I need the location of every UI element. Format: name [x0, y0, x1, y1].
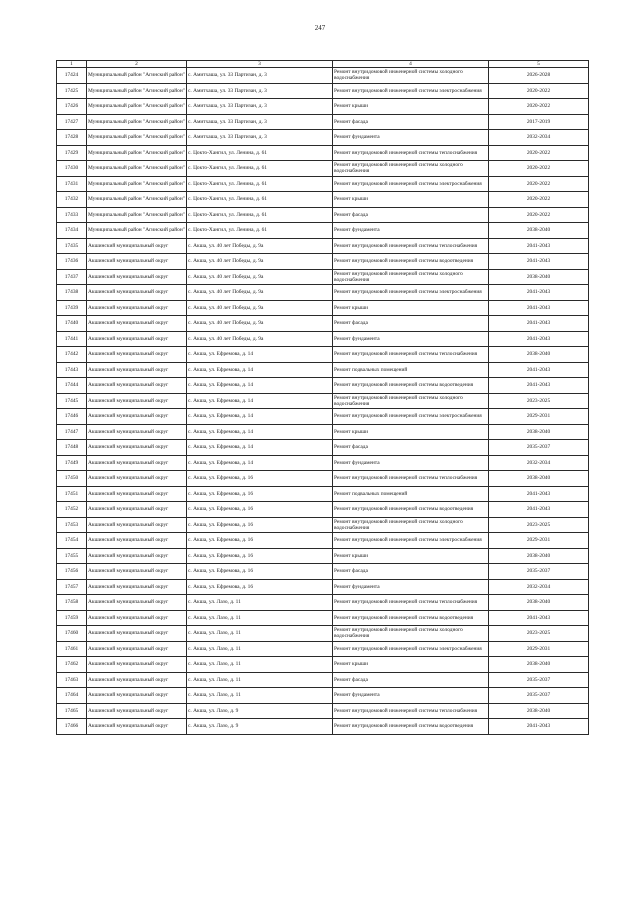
municipality-cell: Акшинский муниципальный округ — [87, 548, 187, 564]
period-cell: 2020-2022 — [489, 176, 589, 192]
table-row — [57, 176, 589, 192]
address-cell: с. Цокто-Хангил, ул. Ленина, д. 61 — [187, 223, 333, 239]
municipality-cell: Муниципальный район "Агинский район" — [87, 83, 187, 99]
table-row — [57, 269, 589, 285]
table-row — [57, 68, 589, 84]
table-row — [57, 440, 589, 456]
period-cell: 2029-2031 — [489, 409, 589, 425]
address-cell: с. Цокто-Хангил, ул. Ленина, д. 61 — [187, 207, 333, 223]
municipality-cell: Муниципальный район "Агинский район" — [87, 192, 187, 208]
table-row — [57, 595, 589, 611]
address-cell: с. Акша, ул. Ефремова, д. 16 — [187, 486, 333, 502]
row-number: 17430 — [57, 161, 87, 177]
municipality-cell: Акшинский муниципальный округ — [87, 347, 187, 363]
municipality-cell: Муниципальный район "Агинский район" — [87, 99, 187, 115]
period-cell: 2041-2043 — [489, 719, 589, 735]
period-cell: 2035-2037 — [489, 688, 589, 704]
municipality-cell: Акшинский муниципальный округ — [87, 331, 187, 347]
address-cell: с. Акша, ул. Лазо, д. 11 — [187, 641, 333, 657]
period-cell: 2032-2034 — [489, 130, 589, 146]
work-type-cell: Ремонт крыши — [333, 657, 489, 673]
period-cell: 2041-2043 — [489, 254, 589, 270]
table-row — [57, 145, 589, 161]
address-cell: с. Амитхаша, ул. 33 Партизан, д. 3 — [187, 130, 333, 146]
work-type-cell: Ремонт внутридомовой инженерной системы теплоснабжения — [333, 238, 489, 254]
municipality-cell: Акшинский муниципальный округ — [87, 719, 187, 735]
table-row — [57, 455, 589, 471]
work-type-cell: Ремонт крыши — [333, 424, 489, 440]
period-cell: 2038-2040 — [489, 223, 589, 239]
address-cell: с. Акша, ул. 40 лет Победы, д. 9а — [187, 285, 333, 301]
table-row — [57, 471, 589, 487]
municipality-cell: Акшинский муниципальный округ — [87, 238, 187, 254]
address-cell: с. Цокто-Хангил, ул. Ленина, д. 61 — [187, 145, 333, 161]
row-number: 17433 — [57, 207, 87, 223]
page-number: 247 — [314, 24, 326, 32]
address-cell: с. Акша, ул. 40 лет Победы, д. 9а — [187, 254, 333, 270]
table-row — [57, 610, 589, 626]
period-cell: 2035-2037 — [489, 564, 589, 580]
municipality-cell: Акшинский муниципальный округ — [87, 517, 187, 533]
table-row — [57, 207, 589, 223]
work-type-cell: Ремонт внутридомовой инженерной системы холодного водоснабжения — [333, 393, 489, 409]
period-cell: 2020-2022 — [489, 83, 589, 99]
row-number: 17453 — [57, 517, 87, 533]
period-cell: 2038-2040 — [489, 657, 589, 673]
work-type-cell: Ремонт внутридомовой инженерной системы теплоснабжения — [333, 703, 489, 719]
work-type-cell: Ремонт внутридомовой инженерной системы холодного водоснабжения — [333, 517, 489, 533]
work-type-cell: Ремонт внутридомовой инженерной системы теплоснабжения — [333, 145, 489, 161]
period-cell: 2038-2040 — [489, 595, 589, 611]
row-number: 17449 — [57, 455, 87, 471]
municipality-cell: Муниципальный район "Агинский район" — [87, 176, 187, 192]
table-row — [57, 641, 589, 657]
period-cell: 2032-2034 — [489, 455, 589, 471]
table-row — [57, 254, 589, 270]
column-header-2: 2 — [87, 61, 187, 68]
row-number: 17441 — [57, 331, 87, 347]
work-type-cell: Ремонт внутридомовой инженерной системы электроснабжения — [333, 176, 489, 192]
municipality-cell: Акшинский муниципальный округ — [87, 486, 187, 502]
row-number: 17456 — [57, 564, 87, 580]
address-cell: с. Акша, ул. Лазо, д. 11 — [187, 657, 333, 673]
address-cell: с. Акша, ул. Ефремова, д. 14 — [187, 378, 333, 394]
period-cell: 2041-2043 — [489, 502, 589, 518]
period-cell: 2041-2043 — [489, 300, 589, 316]
table-row — [57, 114, 589, 130]
table-row — [57, 331, 589, 347]
address-cell: с. Амитхаша, ул. 33 Партизан, д. 3 — [187, 99, 333, 115]
municipality-cell: Акшинский муниципальный округ — [87, 657, 187, 673]
period-cell: 2041-2043 — [489, 316, 589, 332]
period-cell: 2029-2031 — [489, 641, 589, 657]
work-type-cell: Ремонт фасада — [333, 564, 489, 580]
table-row — [57, 424, 589, 440]
row-number: 17428 — [57, 130, 87, 146]
municipality-cell: Акшинский муниципальный округ — [87, 564, 187, 580]
row-number: 17457 — [57, 579, 87, 595]
period-cell: 2035-2037 — [489, 440, 589, 456]
work-type-cell: Ремонт внутридомовой инженерной системы электроснабжения — [333, 533, 489, 549]
municipality-cell: Акшинский муниципальный округ — [87, 393, 187, 409]
row-number: 17425 — [57, 83, 87, 99]
address-cell: с. Акша, ул. Ефремова, д. 14 — [187, 455, 333, 471]
work-type-cell: Ремонт внутридомовой инженерной системы электроснабжения — [333, 83, 489, 99]
municipality-cell: Акшинский муниципальный округ — [87, 440, 187, 456]
address-cell: с. Цокто-Хангил, ул. Ленина, д. 61 — [187, 161, 333, 177]
address-cell: с. Акша, ул. 40 лет Победы, д. 9а — [187, 238, 333, 254]
column-header-1: 1 — [57, 61, 87, 68]
row-number: 17444 — [57, 378, 87, 394]
period-cell: 2041-2043 — [489, 362, 589, 378]
work-type-cell: Ремонт внутридомовой инженерной системы водоотведения — [333, 378, 489, 394]
address-cell: с. Акша, ул. Ефремова, д. 14 — [187, 424, 333, 440]
municipality-cell: Акшинский муниципальный округ — [87, 610, 187, 626]
period-cell: 2041-2043 — [489, 331, 589, 347]
table-row — [57, 316, 589, 332]
municipality-cell: Акшинский муниципальный округ — [87, 703, 187, 719]
row-number: 17454 — [57, 533, 87, 549]
period-cell: 2038-2040 — [489, 703, 589, 719]
period-cell: 2041-2043 — [489, 486, 589, 502]
work-type-cell: Ремонт внутридомовой инженерной системы электроснабжения — [333, 285, 489, 301]
work-type-cell: Ремонт внутридомовой инженерной системы теплоснабжения — [333, 347, 489, 363]
row-number: 17462 — [57, 657, 87, 673]
municipality-cell: Акшинский муниципальный округ — [87, 471, 187, 487]
address-cell: с. Амитхаша, ул. 33 Партизан, д. 3 — [187, 68, 333, 84]
municipality-cell: Муниципальный район "Агинский район" — [87, 68, 187, 84]
table-row — [57, 517, 589, 533]
row-number: 17436 — [57, 254, 87, 270]
address-cell: с. Акша, ул. Ефремова, д. 16 — [187, 564, 333, 580]
row-number: 17432 — [57, 192, 87, 208]
address-cell: с. Акша, ул. 40 лет Победы, д. 9а — [187, 269, 333, 285]
row-number: 17448 — [57, 440, 87, 456]
municipality-cell: Муниципальный район "Агинский район" — [87, 145, 187, 161]
period-cell: 2038-2040 — [489, 347, 589, 363]
row-number: 17431 — [57, 176, 87, 192]
address-cell: с. Акша, ул. Ефремова, д. 14 — [187, 393, 333, 409]
period-cell: 2023-2025 — [489, 393, 589, 409]
row-number: 17445 — [57, 393, 87, 409]
row-number: 17443 — [57, 362, 87, 378]
address-cell: с. Акша, ул. Ефремова, д. 16 — [187, 548, 333, 564]
work-type-cell: Ремонт фасада — [333, 114, 489, 130]
address-cell: с. Акша, ул. Лазо, д. 11 — [187, 626, 333, 642]
table-row — [57, 192, 589, 208]
municipality-cell: Акшинский муниципальный округ — [87, 254, 187, 270]
table-row — [57, 238, 589, 254]
address-cell: с. Акша, ул. Ефремова, д. 16 — [187, 502, 333, 518]
row-number: 17435 — [57, 238, 87, 254]
row-number: 17461 — [57, 641, 87, 657]
address-cell: с. Акша, ул. 40 лет Победы, д. 9а — [187, 316, 333, 332]
address-cell: с. Акша, ул. Ефремова, д. 14 — [187, 347, 333, 363]
row-number: 17424 — [57, 68, 87, 84]
work-type-cell: Ремонт внутридомовой инженерной системы холодного водоснабжения — [333, 68, 489, 84]
work-type-cell: Ремонт внутридомовой инженерной системы водоотведения — [333, 254, 489, 270]
period-cell: 2038-2040 — [489, 424, 589, 440]
work-type-cell: Ремонт внутридомовой инженерной системы холодного водоснабжения — [333, 269, 489, 285]
work-type-cell: Ремонт внутридомовой инженерной системы водоотведения — [333, 610, 489, 626]
row-number: 17451 — [57, 486, 87, 502]
table-row — [57, 719, 589, 735]
table-body — [57, 68, 589, 735]
municipality-cell: Акшинский муниципальный округ — [87, 672, 187, 688]
work-type-cell: Ремонт внутридомовой инженерной системы холодного водоснабжения — [333, 161, 489, 177]
work-type-cell: Ремонт крыши — [333, 300, 489, 316]
column-header-3: 3 — [187, 61, 333, 68]
municipality-cell: Акшинский муниципальный округ — [87, 285, 187, 301]
table-row — [57, 486, 589, 502]
row-number: 17446 — [57, 409, 87, 425]
row-number: 17434 — [57, 223, 87, 239]
address-cell: с. Акша, ул. Лазо, д. 9 — [187, 703, 333, 719]
address-cell: с. Акша, ул. Лазо, д. 11 — [187, 610, 333, 626]
address-cell: с. Акша, ул. Лазо, д. 11 — [187, 688, 333, 704]
address-cell: с. Акша, ул. Ефремова, д. 16 — [187, 579, 333, 595]
table-row — [57, 657, 589, 673]
municipality-cell: Акшинский муниципальный округ — [87, 316, 187, 332]
work-type-cell: Ремонт крыши — [333, 192, 489, 208]
period-cell: 2041-2043 — [489, 285, 589, 301]
table-row — [57, 579, 589, 595]
period-cell: 2035-2037 — [489, 672, 589, 688]
table-header-row — [57, 61, 589, 68]
table-row — [57, 99, 589, 115]
row-number: 17442 — [57, 347, 87, 363]
address-cell: с. Акша, ул. Лазо, д. 11 — [187, 595, 333, 611]
municipality-cell: Акшинский муниципальный округ — [87, 424, 187, 440]
work-type-cell: Ремонт внутридомовой инженерной системы холодного водоснабжения — [333, 626, 489, 642]
table-row — [57, 564, 589, 580]
period-cell: 2020-2022 — [489, 207, 589, 223]
table-row — [57, 83, 589, 99]
period-cell: 2017-2019 — [489, 114, 589, 130]
work-type-cell: Ремонт фундамента — [333, 688, 489, 704]
period-cell: 2029-2031 — [489, 533, 589, 549]
table-row — [57, 347, 589, 363]
address-cell: с. Акша, ул. Лазо, д. 9 — [187, 719, 333, 735]
row-number: 17440 — [57, 316, 87, 332]
work-type-cell: Ремонт фундамента — [333, 223, 489, 239]
address-cell: с. Акша, ул. 40 лет Победы, д. 9а — [187, 300, 333, 316]
period-cell: 2020-2022 — [489, 192, 589, 208]
table-row — [57, 393, 589, 409]
table-row — [57, 548, 589, 564]
table-row — [57, 285, 589, 301]
row-number: 17427 — [57, 114, 87, 130]
address-cell: с. Акша, ул. Ефремова, д. 14 — [187, 362, 333, 378]
row-number: 17447 — [57, 424, 87, 440]
address-cell: с. Амитхаша, ул. 33 Партизан, д. 3 — [187, 83, 333, 99]
municipality-cell: Акшинский муниципальный округ — [87, 362, 187, 378]
work-type-cell: Ремонт внутридомовой инженерной системы теплоснабжения — [333, 595, 489, 611]
work-type-cell: Ремонт внутридомовой инженерной системы теплоснабжения — [333, 471, 489, 487]
municipality-cell: Акшинский муниципальный округ — [87, 626, 187, 642]
municipality-cell: Акшинский муниципальный округ — [87, 502, 187, 518]
table-row — [57, 130, 589, 146]
table-row — [57, 672, 589, 688]
address-cell: с. Акша, ул. Ефремова, д. 16 — [187, 471, 333, 487]
row-number: 17429 — [57, 145, 87, 161]
address-cell: с. Акша, ул. 40 лет Победы, д. 9а — [187, 331, 333, 347]
municipality-cell: Акшинский муниципальный округ — [87, 300, 187, 316]
row-number: 17463 — [57, 672, 87, 688]
municipality-cell: Муниципальный район "Агинский район" — [87, 130, 187, 146]
municipality-cell: Акшинский муниципальный округ — [87, 409, 187, 425]
work-type-cell: Ремонт внутридомовой инженерной системы водоотведения — [333, 719, 489, 735]
municipality-cell: Акшинский муниципальный округ — [87, 269, 187, 285]
address-cell: с. Акша, ул. Лазо, д. 11 — [187, 672, 333, 688]
row-number: 17426 — [57, 99, 87, 115]
address-cell: с. Амитхаша, ул. 33 Партизан, д. 3 — [187, 114, 333, 130]
column-header-5: 5 — [489, 61, 589, 68]
address-cell: с. Акша, ул. Ефремова, д. 14 — [187, 409, 333, 425]
period-cell: 2038-2040 — [489, 269, 589, 285]
work-type-cell: Ремонт крыши — [333, 99, 489, 115]
table-row — [57, 688, 589, 704]
work-type-cell: Ремонт внутридомовой инженерной системы электроснабжения — [333, 409, 489, 425]
period-cell: 2023-2025 — [489, 626, 589, 642]
work-type-cell: Ремонт фундамента — [333, 579, 489, 595]
period-cell: 2020-2022 — [489, 145, 589, 161]
address-cell: с. Акша, ул. Ефремова, д. 16 — [187, 517, 333, 533]
table-row — [57, 362, 589, 378]
row-number: 17455 — [57, 548, 87, 564]
row-number: 17464 — [57, 688, 87, 704]
row-number: 17466 — [57, 719, 87, 735]
municipality-cell: Акшинский муниципальный округ — [87, 455, 187, 471]
row-number: 17460 — [57, 626, 87, 642]
period-cell: 2038-2040 — [489, 548, 589, 564]
table-row — [57, 533, 589, 549]
work-type-cell: Ремонт фундамента — [333, 331, 489, 347]
column-header-4: 4 — [333, 61, 489, 68]
table-row — [57, 300, 589, 316]
municipality-cell: Муниципальный район "Агинский район" — [87, 114, 187, 130]
table-row — [57, 223, 589, 239]
row-number: 17458 — [57, 595, 87, 611]
municipality-cell: Муниципальный район "Агинский район" — [87, 223, 187, 239]
table-row — [57, 161, 589, 177]
address-cell: с. Цокто-Хангил, ул. Ленина, д. 61 — [187, 176, 333, 192]
work-type-cell: Ремонт фасада — [333, 440, 489, 456]
work-type-cell: Ремонт крыши — [333, 548, 489, 564]
address-cell: с. Акша, ул. Ефремова, д. 16 — [187, 533, 333, 549]
table-row — [57, 502, 589, 518]
period-cell: 2038-2040 — [489, 471, 589, 487]
row-number: 17459 — [57, 610, 87, 626]
period-cell: 2023-2025 — [489, 517, 589, 533]
period-cell: 2041-2043 — [489, 238, 589, 254]
municipality-cell: Акшинский муниципальный округ — [87, 641, 187, 657]
municipality-cell: Акшинский муниципальный округ — [87, 579, 187, 595]
period-cell: 2020-2022 — [489, 99, 589, 115]
municipality-cell: Акшинский муниципальный округ — [87, 533, 187, 549]
work-type-cell: Ремонт фундамента — [333, 130, 489, 146]
table-row — [57, 378, 589, 394]
municipality-cell: Муниципальный район "Агинский район" — [87, 207, 187, 223]
period-cell: 2026-2028 — [489, 68, 589, 84]
row-number: 17465 — [57, 703, 87, 719]
row-number: 17450 — [57, 471, 87, 487]
municipality-cell: Акшинский муниципальный округ — [87, 688, 187, 704]
period-cell: 2032-2034 — [489, 579, 589, 595]
work-type-cell: Ремонт подвальных помещений — [333, 362, 489, 378]
work-type-cell: Ремонт фасада — [333, 316, 489, 332]
period-cell: 2041-2043 — [489, 378, 589, 394]
row-number: 17439 — [57, 300, 87, 316]
work-type-cell: Ремонт фасада — [333, 207, 489, 223]
period-cell: 2020-2022 — [489, 161, 589, 177]
work-type-cell: Ремонт фундамента — [333, 455, 489, 471]
table-row — [57, 703, 589, 719]
row-number: 17437 — [57, 269, 87, 285]
municipality-cell: Акшинский муниципальный округ — [87, 378, 187, 394]
table-row — [57, 409, 589, 425]
municipality-cell: Акшинский муниципальный округ — [87, 595, 187, 611]
row-number: 17438 — [57, 285, 87, 301]
address-cell: с. Цокто-Хангил, ул. Ленина, д. 61 — [187, 192, 333, 208]
work-type-cell: Ремонт внутридомовой инженерной системы водоотведения — [333, 502, 489, 518]
address-cell: с. Акша, ул. Ефремова, д. 14 — [187, 440, 333, 456]
row-number: 17452 — [57, 502, 87, 518]
capital-repair-table — [56, 60, 589, 735]
table-row — [57, 626, 589, 642]
period-cell: 2041-2043 — [489, 610, 589, 626]
work-type-cell: Ремонт внутридомовой инженерной системы электроснабжения — [333, 641, 489, 657]
work-type-cell: Ремонт подвальных помещений — [333, 486, 489, 502]
municipality-cell: Муниципальный район "Агинский район" — [87, 161, 187, 177]
work-type-cell: Ремонт фасада — [333, 672, 489, 688]
